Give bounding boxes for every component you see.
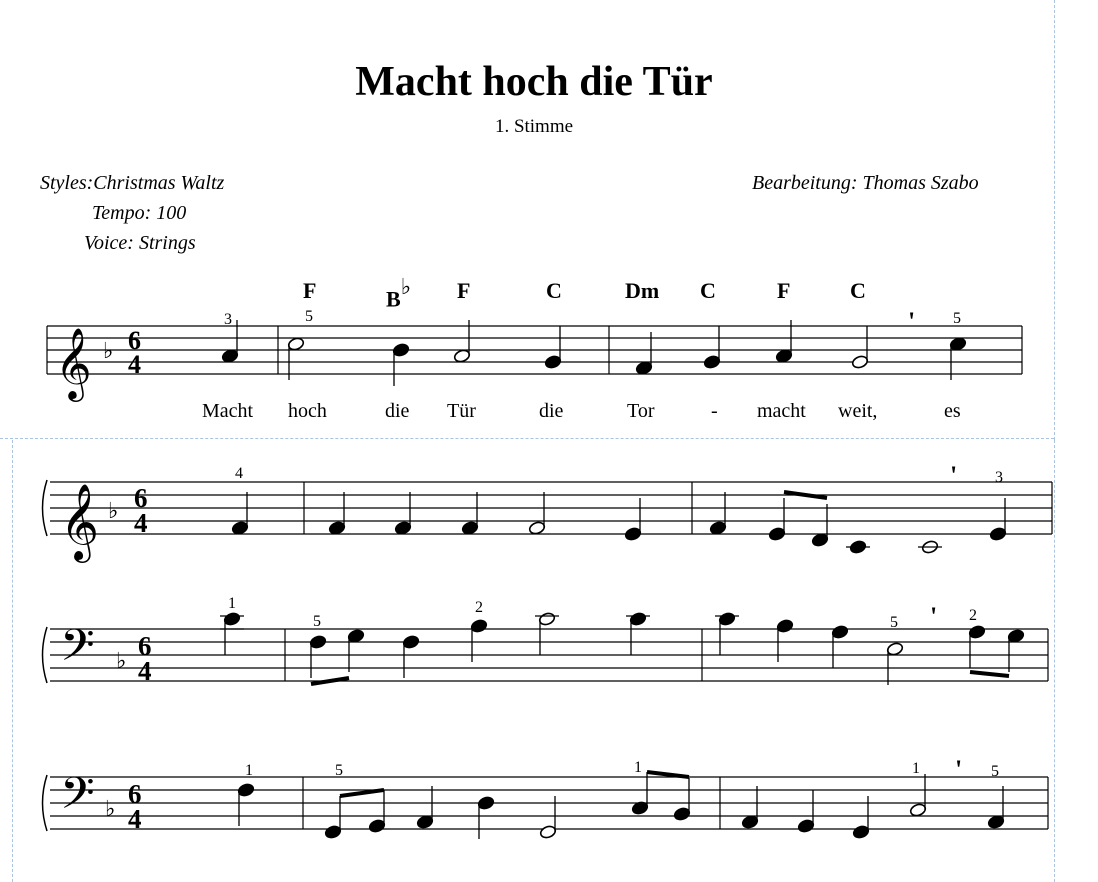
quarter-note: [221, 349, 239, 364]
fingering-number: 3: [224, 311, 232, 328]
quarter-note: [629, 612, 647, 627]
quarter-note: [328, 521, 346, 536]
quarter-note: [768, 527, 786, 542]
quarter-note: [368, 819, 386, 834]
quarter-note: [402, 635, 420, 650]
fingering-number: 5: [991, 763, 999, 780]
chord-symbol: Dm: [625, 278, 660, 303]
half-note: [528, 521, 546, 536]
time-signature-top: 6: [128, 779, 142, 809]
fingering-number: 2: [475, 599, 483, 616]
quarter-note: [989, 527, 1007, 542]
breath-mark: ': [950, 461, 958, 490]
quarter-note: [831, 625, 849, 640]
lyric-syllable: Tor: [627, 400, 655, 422]
fingering-number: 3: [995, 469, 1003, 486]
half-note: [851, 355, 869, 370]
brace: [43, 627, 48, 683]
chord-symbol: F: [457, 278, 471, 303]
breath-mark: ': [908, 307, 916, 336]
chord-symbol: F: [777, 278, 791, 303]
lyric-syllable: -: [711, 400, 718, 422]
bass-clef-icon: 𝄢: [60, 619, 95, 682]
fingering-number: 5: [335, 762, 343, 779]
quarter-note: [624, 527, 642, 542]
half-note: [538, 612, 556, 627]
staff-4-lines: [50, 777, 1048, 829]
time-signature-bottom: 4: [138, 656, 152, 686]
quarter-note: [477, 796, 495, 811]
quarter-note: [237, 783, 255, 798]
bass-clef-icon: 𝄢: [60, 767, 95, 830]
quarter-note: [811, 533, 829, 548]
note-beam: [647, 772, 689, 777]
time-signature-bottom: 4: [128, 350, 141, 379]
quarter-note: [635, 361, 653, 376]
chord-symbol: B♭: [386, 274, 412, 312]
brace: [43, 480, 48, 536]
quarter-note: [703, 355, 721, 370]
quarter-note: [741, 815, 759, 830]
lyric-syllable: Tür: [447, 400, 476, 422]
half-note: [886, 642, 904, 657]
fingering-number: 5: [313, 613, 321, 630]
key-signature-flat: ♭: [108, 499, 119, 524]
lyric-syllable: macht: [757, 400, 806, 422]
quarter-note: [416, 815, 434, 830]
lyric-syllable: die: [539, 400, 564, 422]
brace: [43, 775, 48, 831]
key-signature-flat: ♭: [105, 797, 116, 822]
quarter-note: [852, 825, 870, 840]
staff-2-lines: [50, 482, 1052, 534]
quarter-note: [461, 521, 479, 536]
quarter-note: [775, 349, 793, 364]
fingering-number: 4: [235, 465, 243, 482]
fingering-number: 1: [245, 762, 253, 779]
quarter-note: [231, 521, 249, 536]
page-title: Macht hoch die Tür: [355, 59, 713, 105]
lyric-syllable: die: [385, 400, 410, 422]
fingering-number: 5: [305, 308, 313, 325]
half-note: [287, 337, 305, 352]
chord-symbol: C: [546, 278, 562, 303]
fingering-number: 5: [953, 310, 961, 327]
treble-clef-icon: 𝄞: [60, 483, 100, 560]
note-beam: [970, 672, 1009, 676]
quarter-note: [673, 807, 691, 822]
note-beam: [340, 790, 384, 796]
quarter-note: [544, 355, 562, 370]
tempo-label: Tempo: 100: [92, 202, 187, 224]
quarter-note: [309, 635, 327, 650]
quarter-note: [949, 337, 967, 352]
key-signature-flat: ♭: [116, 649, 127, 674]
quarter-note: [776, 619, 794, 634]
quarter-note: [718, 612, 736, 627]
quarter-note: [394, 521, 412, 536]
quarter-note: [968, 625, 986, 640]
chord-symbol: C: [850, 278, 866, 303]
fingering-number: 1: [228, 595, 236, 612]
page-subtitle: 1. Stimme: [494, 116, 574, 137]
lyric-syllable: Macht: [202, 400, 254, 422]
quarter-note: [709, 521, 727, 536]
quarter-note: [1007, 629, 1025, 644]
quarter-note: [797, 819, 815, 834]
fingering-number: 2: [969, 607, 977, 624]
arranger-label: Bearbeitung: Thomas Szabo: [752, 172, 979, 194]
style-label: Styles:Christmas Waltz: [40, 172, 225, 194]
breath-mark: ': [930, 602, 938, 631]
lyric-syllable: es: [944, 400, 961, 422]
time-signature-top: 6: [128, 326, 141, 355]
staff-3-lines: [50, 629, 1048, 681]
fingering-number: 1: [634, 759, 642, 776]
staff-1-lines: [47, 326, 1022, 374]
chord-symbol: C: [700, 278, 716, 303]
quarter-note: [470, 619, 488, 634]
half-note: [539, 825, 557, 840]
fingering-number: 5: [890, 614, 898, 631]
treble-clef-icon: 𝄞: [55, 326, 92, 399]
quarter-note: [223, 612, 241, 627]
time-signature-top: 6: [138, 631, 152, 661]
time-signature-top: 6: [134, 483, 148, 513]
quarter-note: [987, 815, 1005, 830]
quarter-note: [392, 343, 410, 358]
breath-mark: ': [955, 755, 963, 784]
time-signature-bottom: 4: [134, 508, 148, 538]
chord-symbol: F: [303, 278, 317, 303]
lyric-syllable: weit,: [838, 400, 878, 422]
half-note: [453, 349, 471, 364]
key-signature-flat: ♭: [103, 339, 114, 364]
quarter-note: [324, 825, 342, 840]
time-signature-bottom: 4: [128, 804, 142, 834]
quarter-note: [347, 629, 365, 644]
lyric-syllable: hoch: [288, 400, 327, 422]
half-note: [909, 803, 927, 818]
voice-label: Voice: Strings: [84, 232, 196, 254]
fingering-number: 1: [912, 760, 920, 777]
